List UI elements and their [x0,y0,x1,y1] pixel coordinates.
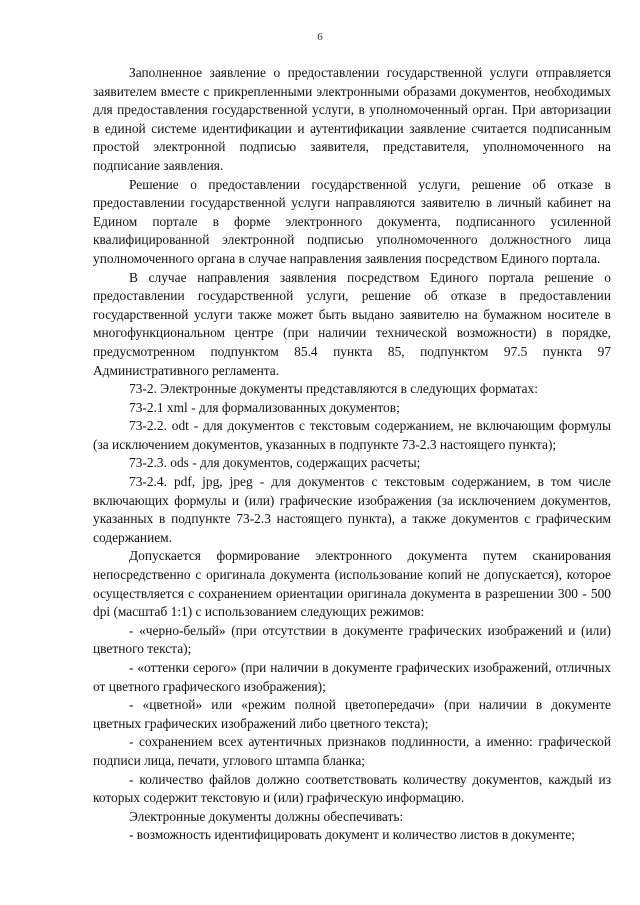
page-number: 6 [317,31,323,43]
paragraph-authenticity: - сохранением всех аутентичных признаков подлинности, а именно: графической подписи лица, печати, углового штампа бланка; [93,734,611,768]
document-body [93,64,611,845]
paragraph-mode-color: - «цветной» или «режим полной цветопередачи» (при наличии в документе цветных графических изображений либо цветного текста); [93,697,611,731]
paragraph-submission: Заполненное заявление о предоставлении государственной услуги отправляется заявителем вместе с прикрепленными электронными образами документов, необходимых для предоставления государственной услуги, в уполномоченный орган. При авторизации в единой системе идентификации и аутентификации заявление считается подписанным простой электронной подписью заявителя, представителя, уполномоченного на подписание заявления. [93,65,611,173]
paragraph-mode-grayscale: - «оттенки серого» (при наличии в документе графических изображений, отличных от цветного графического изображения); [93,660,611,694]
paragraph-format-ods: 73-2.3. ods - для документов, содержащих расчеты; [129,455,421,471]
paragraph-format-pdf: 73-2.4. pdf, jpg, jpeg - для документов с текстовым содержанием, в том числе включающих формулы и (или) графические изображения (за исключением документов, указанных в подпункте 73-2.3 настоящего пункта), а также документов с графическим содержанием. [93,474,611,545]
paragraph-scanning: Допускается формирование электронного документа путем сканирования непосредственно с оригинала документа (использование копий не допускается), которое осуществляется с сохранением ориентации оригинала документа в разрешении 300 - 500 dpi (масштаб 1:1) с использованием следующих режимов: [93,548,611,620]
paragraph-requirements-heading: Электронные документы должны обеспечивать: [129,808,404,824]
paragraph-decision-paper: В случае направления заявления посредством Единого портала решение о предоставлении государственной услуги, решение об отказе в предоставлении государственной услуги также может быть выдано заявителю на бумажном носителе в многофункциональном центре (при наличии технической возможности) в порядке, предусмотренном подпунктом 85.4 пункта 85, подпунктом 97.5 пункта 97 Административного регламента. [93,269,611,378]
paragraph-formats-heading: 73-2. Электронные документы представляются в следующих форматах: [129,381,538,397]
paragraph-format-xml: 73-2.1 xml - для формализованных документов; [129,399,400,415]
paragraph-decision-cabinet: Решение о предоставлении государственной услуги, решение об отказе в предоставлении государственной услуги направляются заявителю в личный кабинет на Едином портале в форме электронного документа, подписанного усиленной квалифицированной электронной подписью уполномоченного должностного лица уполномоченного органа в случае направления заявления посредством Единого портала. [93,176,611,266]
paragraph-mode-bw: - «черно-белый» (при отсутствии в документе графических изображений и (или) цветного текста); [93,622,611,657]
paragraph-file-count: - количество файлов должно соответствовать количеству документов, каждый из которых содержит текстовую и (или) графическую информацию. [93,771,611,806]
paragraph-identification: - возможность идентифицировать документ и количество листов в документе; [129,827,575,843]
paragraph-format-odt: 73-2.2. odt - для документов с текстовым содержанием, не включающим формулы (за исключением документов, указанных в подпункте 73-2.3 настоящего пункта); [93,418,611,452]
